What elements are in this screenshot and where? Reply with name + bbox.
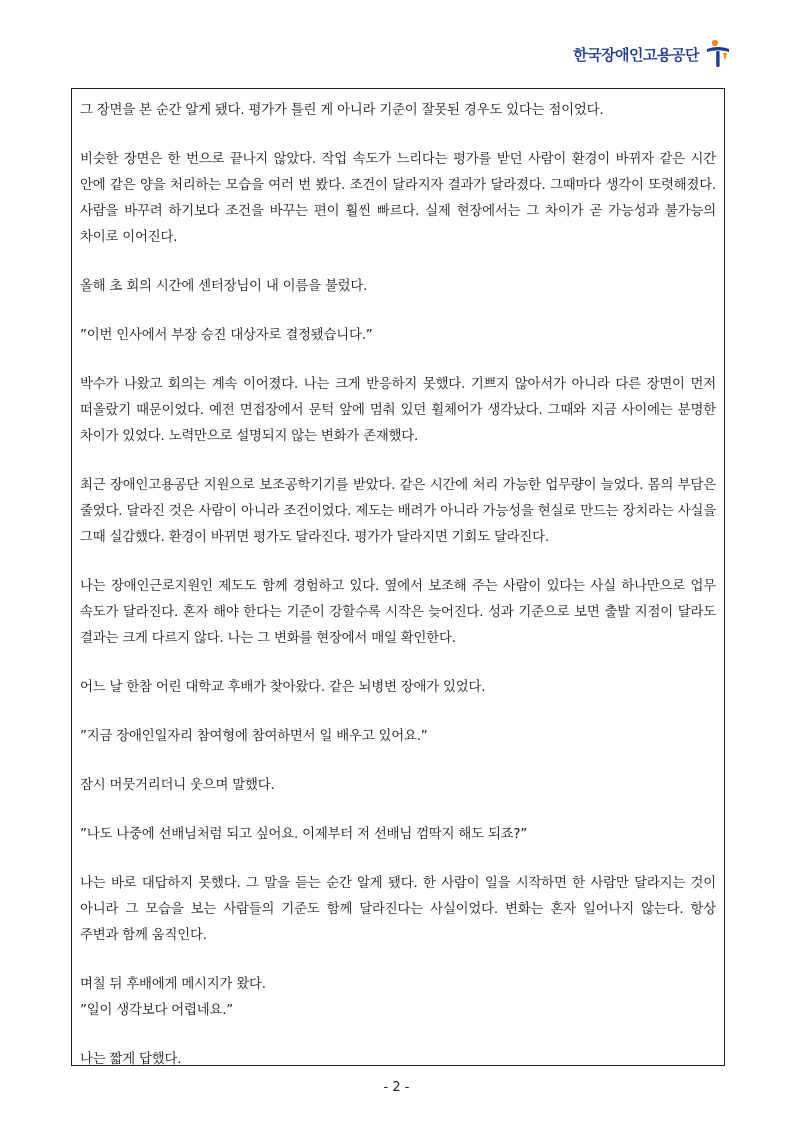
paragraph-15: 나는 짧게 답했다. bbox=[80, 1052, 182, 1066]
paragraph-5: 박수가 나왔고 회의는 계속 이어졌다. 나는 크게 반응하지 못했다. 기쁘지 않아서가 아니라 다른 장면이 먼저 떠올랐기 때문이었다. 예전 면접장에서 문턱 앞에 멈춰 있던 휠체어가 생각났다. 그때와 지금 사이에는 분명한 차이가 있었다. 노력만으로 설명되지 않는 변화가 존재했다. bbox=[80, 377, 716, 444]
paragraph-13: 며칠 뒤 후배에게 메시지가 왔다. bbox=[80, 977, 266, 992]
paragraph-6: 최근 장애인고용공단 지원으로 보조공학기기를 받았다. 같은 시간에 처리 가능한 업무량이 늘었다. 몸의 부담은 줄었다. 달라진 것은 사람이 아니라 조건이었다. 제도는 배려가 아니라 가능성을 현실로 만드는 장치라는 사실을 그때 실감했다. 환경이 바뀌면 평가도 달라진다. 평가가 달라지면 기회도 달라진다. bbox=[80, 478, 716, 545]
org-name: 한국장애인고용공단 bbox=[573, 45, 699, 64]
page-number: - 2 - bbox=[383, 1080, 410, 1095]
paragraph-8: 어느 날 한참 어린 대학교 후배가 찾아왔다. 같은 뇌병변 장애가 있었다. bbox=[80, 680, 486, 695]
content-box bbox=[71, 88, 725, 1066]
kead-logo-icon bbox=[705, 39, 731, 69]
page-header bbox=[573, 36, 731, 72]
paragraph-9-quote: ”지금 장애인일자리 참여형에 참여하면서 일 배우고 있어요.” bbox=[80, 729, 428, 744]
paragraph-7: 나는 장애인근로지원인 제도도 함께 경험하고 있다. 옆에서 보조해 주는 사람이 있다는 사실 하나만으로 업무 속도가 달라진다. 혼자 해야 한다는 기준이 강할수록 시작은 늦어진다. 성과 기준으로 보면 출발 지점이 달라도 결과는 크게 다르지 않다. 나는 그 변화를 현장에서 매일 확인한다. bbox=[80, 579, 716, 646]
paragraph-2: 비슷한 장면은 한 번으로 끝나지 않았다. 작업 속도가 느리다는 평가를 받던 사람이 환경이 바뀌자 같은 시간 안에 같은 양을 처리하는 모습을 여러 번 봤다. 조건이 달라지자 결과가 달라졌다. 그때마다 생각이 또렷해졌다. 사람을 바꾸려 하기보다 조건을 바꾸는 편이 훨씬 빠르다. 실제 현장에서는 그 차이가 곧 가능성과 불가능의 차이로 이어진다. bbox=[80, 152, 716, 245]
paragraph-10: 잠시 머뭇거리더니 웃으며 말했다. bbox=[80, 778, 275, 793]
paragraph-11-quote: ”나도 나중에 선배님처럼 되고 싶어요. 이제부터 저 선배님 껌딱지 해도 되죠?” bbox=[80, 827, 528, 842]
paragraph-12: 나는 바로 대답하지 못했다. 그 말을 듣는 순간 알게 됐다. 한 사람이 일을 시작하면 한 사람만 달라지는 것이 아니라 그 모습을 보는 사람들의 기준도 함께 달라진다는 사실이었다. 변화는 혼자 일어나지 않는다. 항상 주변과 함께 움직인다. bbox=[80, 876, 716, 943]
paragraph-3: 올해 초 회의 시간에 센터장님이 내 이름을 불렀다. bbox=[80, 279, 368, 294]
paragraph-4-quote: ”이번 인사에서 부장 승진 대상자로 결정됐습니다.” bbox=[80, 328, 373, 343]
paragraph-1: 그 장면을 본 순간 알게 됐다. 평가가 틀린 게 아니라 기준이 잘못된 경우도 있다는 점이었다. bbox=[80, 103, 604, 118]
paragraph-14-quote: ”일이 생각보다 어렵네요.” bbox=[80, 1003, 233, 1018]
